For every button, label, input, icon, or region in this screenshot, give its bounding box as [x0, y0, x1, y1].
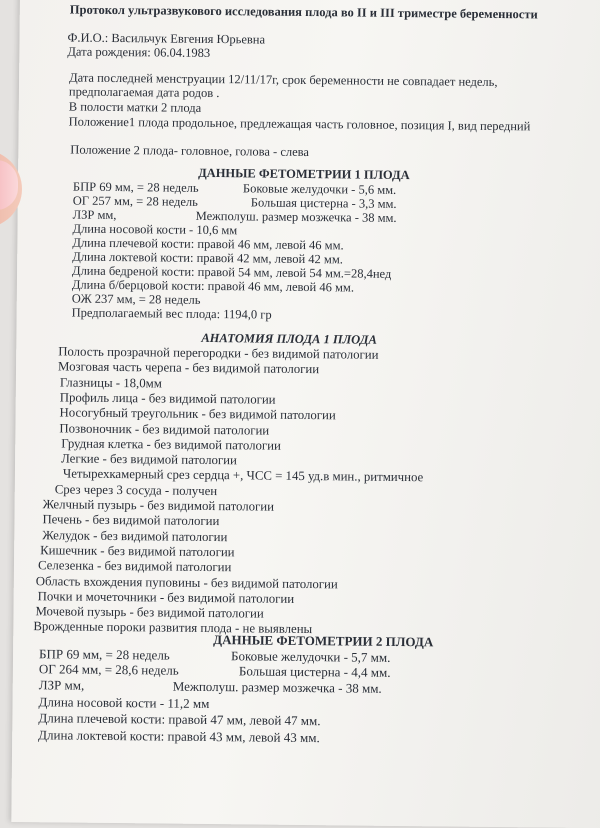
- f2-cerebellum: Межполуш. размер мозжечка - 38 мм.: [172, 678, 382, 696]
- position-fetus-1: Положение1 плода продольное, предлежащая часть головное, позиция I, вид передний: [68, 114, 531, 134]
- f2-ulna: Длина локтевой кости: правой 43 мм, левой 43 мм.: [38, 727, 320, 746]
- f2-cisterna: Большая цистерна - 4,4 мм.: [238, 663, 391, 680]
- f1-oj: ОЖ 237 мм, = 28 недель: [71, 291, 201, 307]
- f1-bpr: БПР 69 мм, = 28 недель: [72, 179, 199, 195]
- position-fetus-2: Положение 2 плода- головное, голова - слева: [70, 142, 310, 160]
- f2-ventricles: Боковые желудочки - 5,7 мм.: [230, 648, 391, 665]
- f2-nasal: Длина носовой кости - 11,2 мм: [38, 694, 210, 712]
- patient-dob: Дата рождения: 06.04.1983: [67, 44, 211, 60]
- anatomy-1-item: Кишечник - без видимой патологии: [40, 543, 235, 560]
- f1-femur: Длина бедреной кости: правой 54 мм, левой 54 мм.=28,4нед: [72, 263, 392, 281]
- anatomy-1-item: Легкие - без видимой патологии: [61, 451, 237, 468]
- cavity-line: В полости матки 2 плода: [68, 99, 202, 115]
- document-title: Протокол ультразвукового исследования плода во II и III триместре беременности: [69, 2, 538, 22]
- anatomy-1-item: Носогубный треугольник - без видимой патологии: [59, 405, 336, 423]
- anatomy-1-item: Срез через 3 сосуда - получен: [54, 482, 218, 498]
- anatomy-1-item: Печень - без видимой патологии: [42, 512, 220, 529]
- anatomy-1-item: Почки и мочеточники - без видимой патологии: [37, 589, 295, 606]
- anatomy-1-item: Четырехкамерный срез сердца +, ЧСС = 145 уд.в мин., ритмичное: [62, 466, 424, 485]
- f1-cisterna: Большая цистерна - 3,3 мм.: [250, 195, 397, 211]
- due-date-line: предполагаемая дата родов .: [68, 84, 220, 101]
- f2-og: ОГ 264 мм, = 28,6 недель: [38, 661, 179, 678]
- anatomy-1-item: Глазницы - 18,0мм: [59, 375, 162, 391]
- f2-lzr: ЛЗР мм,: [38, 677, 85, 693]
- f1-ventricles: Боковые желудочки - 5,6 мм.: [242, 181, 397, 197]
- document-sheet: [11, 0, 600, 828]
- anatomy-1-item: Мозговая часть черепа - без видимой патологии: [58, 359, 320, 377]
- anatomy-1-item: Полость прозрачной перегородки - без видимой патологии: [58, 344, 379, 362]
- anatomy-1-item: Грудная клетка - без видимой патологии: [61, 436, 281, 453]
- f2-bpr: БПР 69 мм, = 28 недель: [38, 646, 170, 663]
- f1-humerus: Длина плечевой кости: правой 46 мм, левой 46 мм.: [72, 235, 344, 253]
- patient-name: Ф.И.О.: Васильчук Евгения Юрьевна: [67, 30, 266, 47]
- f2-humerus: Длина плечевой кости: правой 47 мм, левой 47 мм.: [38, 710, 321, 729]
- anatomy-1-item: Желчный пузырь - без видимой патологии: [42, 497, 275, 514]
- anatomy-1-item: Желудок - без видимой патологии: [42, 527, 228, 544]
- lmp-line: Дата последней менструации 12/11/17г, срок беременности не совпадает недель,: [69, 70, 498, 90]
- f1-weight: Предполагаемый вес плода: 1194,0 гр: [71, 305, 272, 322]
- f1-tibia: Длина б/берцовой кости: правой 46 мм, левой 46 мм.: [71, 277, 355, 295]
- f1-nasal: Длина носовой кости - 10,6 мм: [72, 221, 238, 238]
- fetometry-2-heading: ДАННЫЕ ФЕТОМЕТРИИ 2 ПЛОДА: [213, 632, 434, 650]
- f1-ulna: Длина локтевой кости: правой 42 мм, левой 42 мм.: [72, 249, 343, 267]
- anatomy-1-item: Селезенка - без видимой патологии: [37, 558, 232, 575]
- anatomy-1-item: Позвоночник - без видимой патологии: [59, 420, 270, 438]
- anatomy-1-heading: АНАТОМИЯ ПЛОДА 1 ПЛОДА: [201, 330, 377, 347]
- anatomy-1-item: Мочевой пузырь - без видимой патологии: [35, 604, 264, 621]
- f1-cerebellum: Межполуш. размер мозжечка - 38 мм.: [195, 208, 397, 225]
- fetometry-1-heading: ДАННЫЕ ФЕТОМЕТРИИ 1 ПЛОДА: [198, 165, 410, 183]
- f1-og: ОГ 257 мм, = 28 недель: [72, 193, 198, 209]
- anatomy-1-item: Врожденные пороки развития плода - не выявлены: [33, 619, 313, 637]
- anatomy-1-item: Область вхождения пуповины - без видимой патологии: [35, 573, 338, 591]
- f1-lzr: ЛЗР мм,: [72, 207, 117, 223]
- anatomy-1-item: Профиль лица - без видимой патологии: [59, 390, 276, 407]
